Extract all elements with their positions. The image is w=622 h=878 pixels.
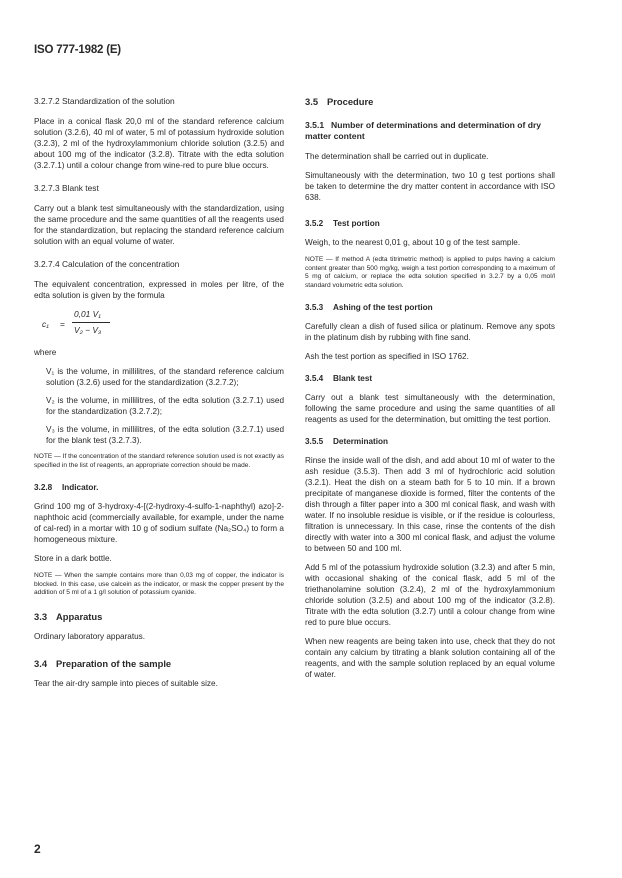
heading-3-2-8: 3.2.8 Indicator. [34,483,99,493]
heading-3-5-4: 3.5.4 Blank test [305,374,373,384]
definition-v2: V₂ is the volume, in millilitres, of the edta solution (3.2.7.1) used for the standardization (3.2.7.2); [46,396,284,416]
note-copper: NOTE — When the sample contains more than 0,03 mg of copper, the indicator is blocked. In this case, use calcein as the indicator, or mask the copper present by the addition of 5 ml of a 1 g/l solution of potassium cyanide. [34,572,284,597]
formula-lhs: c₁ [42,319,49,329]
formula-numerator: 0,01 V₁ [74,309,101,319]
heading-3-4: 3.4 Preparation of the sample [34,657,172,669]
para-dry-matter: Simultaneously with the determination, two 10 g test portions shall be taken to determine the dry matter content in accordance with ISO 638. [305,171,555,202]
para-blank-test: Carry out a blank test simultaneously with the determination, following the same procedure and using the same quantities of all reagents as used for the determination, but omitting the test portion. [305,393,555,425]
para-rinse: Rinse the inside wall of the dish, and add about 10 ml of water to the ash residue (3.5.3). Then add 3 ml of hydrochloric acid solution (3.2.1). Heat the dish on a steam bath for 5 to 10 min. If a brown precipitate of manganese dioxide is formed, filter the contents of the dish through a filter paper into a 300 ml conical flask, and wash with water. If no insoluble residue is visible, or if the residue is colourless, filtration is unnecessary. In this case, rinse the contents of the dish directly with water into a 300 ml conical flask, and adjust the volume to between 50 and 100 ml. [305,456,555,554]
para-store: Store in a dark bottle. [34,554,112,564]
heading-3-5-5: 3.5.5 Determination [305,437,389,447]
para-3-2-7-3: Carry out a blank test simultaneously with the standardization, using the same procedure and the same quantities of all the reagents used for the standardization, but replacing the standard reference calcium solution with an equal volume of water. [34,204,284,246]
right-column [305,96,555,688]
heading-3-2-7-3: 3.2.7.3 Blank test [34,183,99,193]
para-ash: Ash the test portion as specified in ISO 1762. [305,352,469,362]
definition-v3: V₃ is the volume, in millilitres, of the edta solution (3.2.7.1) used for the blank test (3.2.7.3). [46,425,284,445]
definition-v1: V₁ is the volume, in millilitres, of the standard reference calcium solution (3.2.6) used for the standardization (3.2.7.2); [46,367,284,387]
page-number: 2 [34,842,41,856]
heading-3-5-2: 3.5.2 Test portion [305,219,380,228]
para-sample: Tear the air-dry sample into pieces of suitable size. [34,678,218,688]
formula [34,309,284,339]
formula-denominator: V₂ − V₃ [74,325,102,335]
para-weigh: Weigh, to the nearest 0,01 g, about 10 g of the test sample. [305,238,521,247]
where-label: where [34,348,57,357]
heading-3-3: 3.3 Apparatus [34,610,103,622]
heading-3-5-1: 3.5.1 Number of determinations and determination of dry matter content [305,120,542,141]
para-clean-dish: Carefully clean a dish of fused silica or platinum. Remove any spots in the platinum dish by rubbing with fine sand. [305,322,555,343]
heading-3-2-7-4: 3.2.7.4 Calculation of the concentration [34,259,180,269]
para-new-reagents: When new reagents are being taken into use, check that they do not contain any calcium by titrating a blank solution containing all of the reagents, and with the sample solution replaced by an equal volume of water. [305,637,555,680]
heading-3-2-7-2: 3.2.7.2 Standardization of the solution [34,96,175,106]
para-apparatus: Ordinary laboratory apparatus. [34,631,146,641]
note-method-a: NOTE — If method A (edta titrimetric method) is applied to pulps having a calcium content greater than 500 mg/kg, weigh a test portion corresponding to a maximum of 5 mg of calcium, or replace the edta solution specified in 3.2.7 by a 0,05 mol/l standard volumetric edta solution. [305,256,555,289]
para-indicator: Grind 100 mg of 3-hydroxy-4-[(2-hydroxy-4-sulfo-1-naphthyl) azo]-2-naphthoic acid (commercially available, for example, under the name of cal-red) in a mortar with 10 g of sodium sulfate (Na₂SO₄) to form a homogeneous mixture. [34,502,284,545]
left-column [34,96,284,697]
para-duplicate: The determination shall be carried out in duplicate. [305,152,489,161]
formula-equals: = [60,319,65,329]
para-3-2-7-4: The equivalent concentration, expressed in moles per litre, of the edta solution is given by the formula [34,280,284,300]
para-3-2-7-2: Place in a conical flask 20,0 ml of the standard reference calcium solution (3.2.6), 40 ml of water, 5 ml of potassium hydroxide solution (3.2.3), 2 ml of the hydroxylammonium chloride solution (3.2.5) and about 100 mg of the indicator (3.2.8). Titrate with the edta solution (3.2.7.1) until a colour change from wine-red to pure blue occurs. [34,117,284,170]
para-add-koh: Add 5 ml of the potassium hydroxide solution (3.2.3) and after 5 min, with occasional shaking of the conical flask, add 5 ml of the triethanolamine solution (3.2.4), 2 ml of the hydroxylammonium chloride solution (3.2.5) and about 100 mg of the indicator (3.2.8). Titrate with the edta solution (3.2.7) until a colour change from wine red to pure blue occurs. [305,563,555,628]
note-concentration: NOTE — If the concentration of the standard reference solution used is not exactly as specified in the list of reagents, an appropriate correction should be made. [34,453,284,469]
fraction-bar [72,322,110,323]
heading-3-5: 3.5 Procedure [305,96,374,107]
standard-id: ISO 777-1982 (E) [34,44,121,56]
heading-3-5-3: 3.5.3 Ashing of the test portion [305,303,433,313]
